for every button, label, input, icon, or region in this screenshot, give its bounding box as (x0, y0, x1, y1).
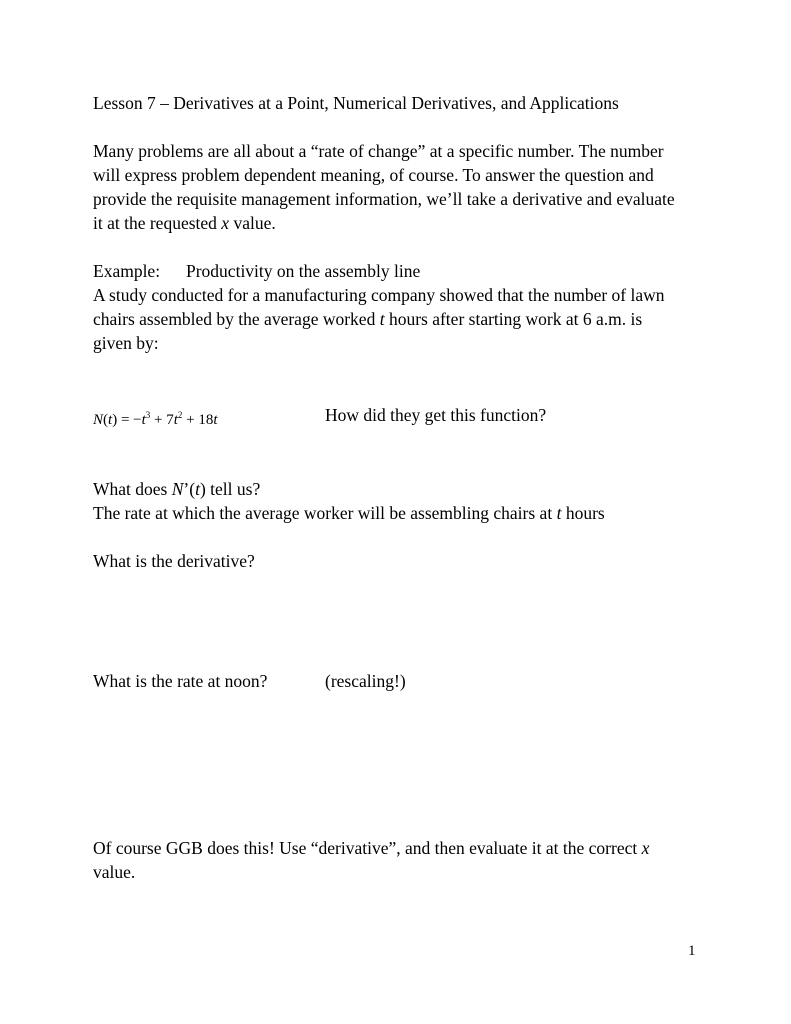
answer-1 (93, 503, 605, 523)
intro-line-1 (93, 141, 664, 161)
example-line-1-text: A study conducted for a manufacturing company showed that the number of lawn (93, 285, 665, 305)
intro-line-2-text: will express problem dependent meaning, of course. To answer the question and (93, 165, 654, 185)
intro-line-4-post: value. (229, 213, 276, 233)
question-1-var: t (195, 479, 200, 499)
example-label: Example: (93, 261, 161, 281)
closing-line-2-text: value. (93, 862, 136, 882)
page-number-text: 1 (688, 943, 696, 959)
question-1 (93, 479, 260, 499)
formula-coef-2: + 7 (150, 412, 174, 428)
example-line-3-text: given by: (93, 333, 159, 353)
example-line-2-post: hours after starting work at 6 a.m. is (384, 309, 643, 329)
formula-fn: N (93, 412, 104, 428)
closing-line-1 (93, 838, 649, 858)
closing-line-1-var: x (641, 838, 650, 858)
example-line-1 (93, 285, 665, 305)
example-line-2-var: t (379, 309, 385, 329)
intro-line-1-text: Many problems are all about a “rate of change” at a specific number. The number (93, 141, 664, 161)
title-text: Lesson 7 – Derivatives at a Point, Numerical Derivatives, and Applications (93, 93, 619, 113)
page-number (688, 941, 696, 961)
question-1-pre: What does (93, 479, 172, 499)
intro-line-3-text: provide the requisite management information, we’ll take a derivative and evaluate (93, 189, 675, 209)
example-line-2-pre: chairs assembled by the average worked (93, 309, 380, 329)
example-heading (93, 261, 421, 281)
closing-line-2 (93, 862, 135, 882)
formula-question-text: How did they get this function? (325, 405, 547, 425)
question-1-prime: ’( (183, 479, 196, 499)
formula-exp-2: 2 (177, 410, 183, 420)
formula-exp-1: 3 (145, 410, 151, 420)
intro-line-2 (93, 165, 654, 185)
formula-equals: = − (117, 412, 142, 428)
formula-lhs-var: t (108, 412, 113, 428)
formula-coef-3: + 18 (182, 412, 214, 428)
answer-1-pre: The rate at which the average worker will be assembling chairs at (93, 503, 557, 523)
intro-line-4-pre: it at the requested (93, 213, 222, 233)
formula-term-3: t (213, 412, 218, 428)
example-topic: Productivity on the assembly line (186, 261, 421, 281)
answer-1-var: t (556, 503, 562, 523)
closing-line-1-pre: Of course GGB does this! Use “derivative”, and then evaluate it at the correct (93, 838, 642, 858)
formula-question (325, 405, 546, 425)
example-line-3 (93, 333, 159, 353)
question-3 (93, 671, 406, 691)
page-title (93, 93, 619, 113)
question-1-post: ) tell us? (199, 479, 261, 499)
formula-close-paren: ) (112, 412, 118, 428)
formula-term-2: t (173, 412, 178, 428)
function-formula (93, 405, 218, 430)
example-line-2 (93, 309, 642, 329)
question-3-text: What is the rate at noon? (93, 671, 268, 691)
question-1-fn: N (171, 479, 184, 499)
question-2 (93, 551, 255, 571)
answer-1-post: hours (561, 503, 605, 523)
formula-open-paren: ( (103, 412, 109, 428)
intro-line-4-var: x (221, 213, 230, 233)
question-3-note: (rescaling!) (325, 671, 406, 691)
question-2-text: What is the derivative? (93, 551, 255, 571)
intro-line-4 (93, 213, 276, 233)
formula-term-1: t (141, 412, 146, 428)
intro-line-3 (93, 189, 675, 209)
